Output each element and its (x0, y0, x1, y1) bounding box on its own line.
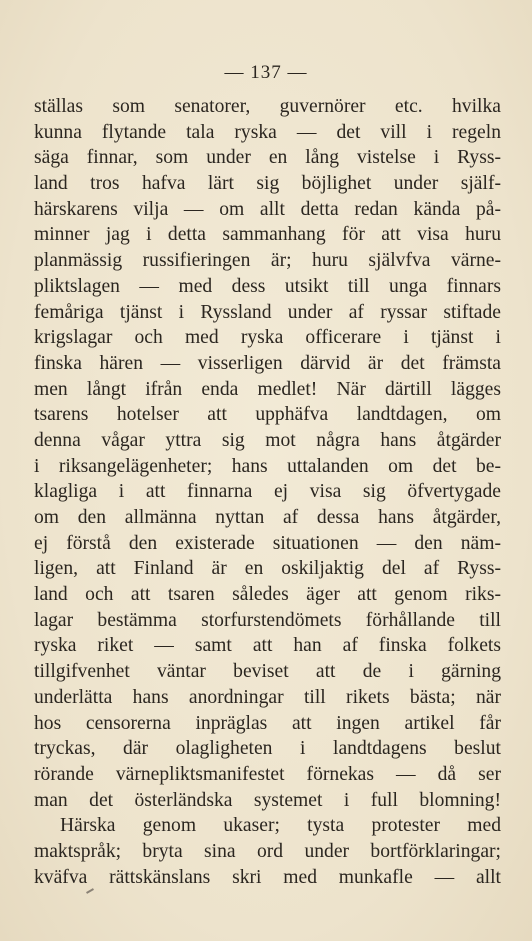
text-line: maktspråk; bryta sina ord under bortförklaringar; (34, 840, 501, 862)
text-line: säga finnar, som under en lång vistelse i Ryss- (34, 147, 501, 169)
text-line: om den allmänna nyttan af dessa hans åtgärder, (34, 507, 501, 528)
text-line: men långt ifrån enda medlet! När därtill lägges (34, 378, 501, 400)
text-line: Härska genom ukaser; tysta protester med (60, 815, 501, 837)
text-line: ställas som senatorer, guvernörer etc. hvilka (34, 96, 501, 117)
page-number: — 137 — (224, 62, 308, 83)
text-line: femåriga tjänst i Ryssland under af ryssar stiftade (34, 301, 501, 323)
text-line: kväfva rättskänslans skri med munkafle — allt (34, 866, 501, 888)
text-line: minner jag i detta sammanhang för att visa huru (34, 224, 501, 246)
text-line: man det österländska systemet i full blomning! (34, 789, 501, 811)
text-line: land och att tsaren således äger att genom riks- (34, 584, 501, 606)
text-line: i riksangelägenheter; hans uttalanden om det be- (34, 455, 501, 477)
text-line: kunna flytande tala ryska — det vill i regeln (34, 121, 501, 143)
text-line: klagliga i att finnarna ej visa sig öfvertygade (34, 481, 501, 503)
text-line: hos censorerna inpräglas att ingen artikel får (34, 712, 501, 734)
text-line: ej förstå den existerade situationen — den näm- (34, 532, 501, 554)
text-line: tryckas, där olagligheten i landtdagens beslut (34, 738, 501, 760)
text-line: planmässig russifieringen är; huru självfva värne- (34, 250, 501, 272)
text-line: härskarens vilja — om allt detta redan kända på- (34, 198, 501, 220)
body-text (34, 94, 501, 890)
text-line: krigslagar och med ryska officerare i tjänst i (34, 327, 501, 349)
text-line: tsarens hotelser att upphäfva landtdagen, om (34, 404, 501, 426)
text-line: denna vågar yttra sig mot några hans åtgärder (34, 429, 501, 451)
text-line: rörande värnepliktsmanifestet förnekas — då ser (34, 763, 501, 785)
text-line: underlätta hans anordningar till rikets bästa; när (34, 686, 501, 708)
text-line: lagar bestämma storfurstendömets förhållande till (34, 609, 501, 631)
text-line: land tros hafva lärt sig böjlighet under själf- (34, 173, 501, 195)
text-line: ligen, att Finland är en oskiljaktig del af Ryss- (34, 558, 501, 580)
text-line: finska hären — visserligen därvid är det främsta (34, 352, 501, 374)
text-line: tillgifvenhet väntar beviset att de i gärning (34, 661, 501, 683)
text-line: ryska riket — samt att han af finska folkets (34, 635, 501, 657)
text-line: pliktslagen — med dess utsikt till unga finnars (34, 275, 501, 297)
